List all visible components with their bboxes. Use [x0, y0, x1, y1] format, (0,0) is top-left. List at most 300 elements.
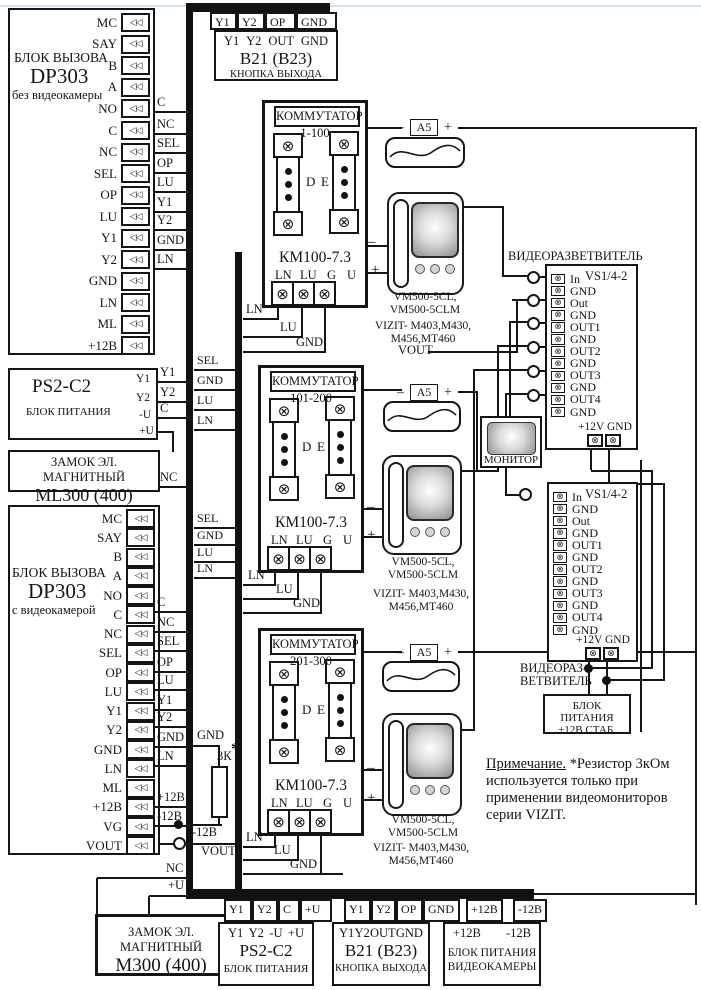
minus-label: –	[367, 499, 375, 515]
speaker-terminals	[397, 384, 452, 401]
terminal-label: GND	[570, 356, 596, 371]
commutator-title: КОММУТАТОР	[274, 106, 360, 127]
terminal-label: GND	[572, 525, 598, 540]
terminal-cells	[267, 546, 330, 571]
connector-icon: ◁◁	[121, 272, 150, 291]
connector-icon: ◁◁	[121, 207, 150, 226]
terminal-label: Y2	[136, 392, 151, 404]
terminal-row	[10, 163, 153, 185]
video-monitor-icon	[382, 713, 462, 816]
monitor-screen	[406, 465, 454, 521]
call-block-dp303-camera	[8, 505, 160, 855]
video-monitor-icon	[387, 192, 464, 295]
terminal-label: OUT3	[570, 368, 601, 383]
lock-model: М300 (400)	[115, 955, 207, 976]
terminal-label: SAY	[97, 529, 122, 545]
screw-terminal-icon: ⊗	[309, 809, 332, 834]
connector-icon: ◁◁	[126, 567, 155, 586]
terminal-header: LU	[300, 268, 317, 282]
riser-label: SEL	[194, 354, 241, 371]
psu-terminals: Y1 Y2 -U +U	[228, 926, 304, 940]
riser-label: SEL	[194, 512, 241, 529]
speaker-model: A5	[410, 384, 438, 401]
plus-label: +	[444, 384, 452, 400]
power-label: +12V GND	[578, 421, 632, 433]
terminal-label: C	[108, 122, 117, 138]
connector-icon: ◁◁	[126, 528, 155, 547]
tab-y1: Y1	[210, 12, 237, 30]
screw-terminal-icon: ⊗	[551, 298, 565, 309]
terminal-label: SEL	[98, 645, 122, 661]
terminal-column	[10, 509, 158, 856]
terminal-label: +12B	[92, 799, 122, 815]
terminal-label: GND	[88, 273, 117, 289]
lock-label: ЗАМОК ЭЛ. МАГНИТНЫЙ	[42, 455, 125, 484]
speaker-model: A5	[410, 644, 438, 661]
terminal-row	[10, 206, 153, 228]
terminal-row	[10, 77, 153, 99]
connector-icon: ◁◁	[121, 35, 150, 54]
minus12v-label: -12В	[192, 825, 217, 839]
terminal-row	[10, 625, 158, 644]
screw-terminal-icon: ⊗	[551, 274, 565, 285]
commutator-2	[258, 365, 364, 573]
speaker-icon	[382, 661, 460, 692]
terminal-label: Out	[572, 513, 590, 528]
wire-label: Y2	[154, 214, 192, 231]
terminal-header: U	[343, 796, 353, 810]
terminal-header: G	[323, 796, 333, 810]
wire-loop-connector	[527, 317, 540, 330]
video-monitor-icon	[382, 455, 462, 555]
pin-strip	[272, 684, 296, 741]
monitor-box-label: МОНИТОР	[483, 454, 539, 466]
tab-gnd: GND	[423, 899, 460, 922]
wire	[590, 448, 592, 470]
terminal-label: OUT3	[572, 586, 603, 601]
screw-terminal-icon: ⊗	[551, 346, 565, 357]
monitor-model: VM500-5CL, VM500-5CLM	[387, 556, 459, 581]
terminal-header: LU	[296, 796, 313, 810]
psu-label: БЛОК ПИТАНИЯ	[223, 963, 309, 975]
connector-icon: ◁◁	[126, 625, 155, 644]
connector-icon: ◁◁	[126, 798, 155, 817]
tab-y2: Y2	[252, 899, 278, 922]
psu-model: PS2-C2	[239, 941, 293, 960]
call-block-model: DP303	[30, 64, 89, 88]
terminal-row	[10, 227, 153, 249]
wire-label: LU	[280, 320, 297, 334]
wire-label: Y2	[157, 386, 192, 403]
wire	[476, 391, 478, 471]
connector-strip-e	[329, 131, 359, 234]
terminal-label: In	[570, 271, 580, 286]
wire	[608, 448, 610, 484]
wire	[277, 306, 279, 320]
terminal-header: G	[323, 533, 333, 547]
terminal-row	[10, 120, 153, 142]
connector-icon: ◁◁	[121, 186, 150, 205]
terminal-label: VG	[103, 818, 122, 834]
monitor-screen	[487, 422, 536, 455]
wire	[243, 612, 322, 614]
commutator-model: КМ100-7.3	[275, 777, 347, 794]
terminal-row	[10, 721, 158, 740]
wire	[243, 873, 343, 875]
terminal-label: C	[113, 606, 122, 622]
call-block-title: БЛОК ВЫЗОВА	[14, 50, 108, 65]
terminal-label: GND	[570, 404, 596, 419]
terminal-label: Y2	[106, 722, 122, 738]
minus-label: –	[367, 760, 375, 776]
video-splitter-1	[545, 264, 638, 450]
wire-loop-connector	[527, 341, 540, 354]
bottom-bus-bar	[186, 889, 534, 899]
terminal-row	[10, 759, 158, 778]
terminal-header: LN	[271, 533, 288, 547]
commutator-1	[262, 100, 368, 308]
pin-strip	[328, 419, 352, 476]
splitter-2-label: ВИДЕОРАЗ- ВЕТВИТЕЛЬ	[520, 661, 592, 689]
terminal-label: GND	[570, 307, 596, 322]
splitter-terminals	[553, 491, 603, 636]
riser-label: LU	[194, 546, 241, 563]
terminal-label: B	[113, 549, 122, 565]
call-block-model: DP303	[28, 579, 87, 603]
connector-strip-e	[325, 659, 355, 762]
screw-terminal-icon: ⊗	[587, 434, 603, 447]
call-block-subtitle: без видеокамеры	[12, 88, 103, 102]
wire	[458, 127, 697, 129]
tab-op: OP	[265, 12, 296, 30]
terminal-label: NO	[103, 587, 122, 603]
wire	[243, 351, 326, 353]
screw-terminal-icon: ⊗	[553, 492, 567, 503]
wire-label: LN	[246, 302, 263, 316]
plus-label: +	[444, 644, 452, 660]
wire	[504, 275, 529, 277]
screw-terminal-icon: ⊗	[329, 131, 359, 156]
monitor-screen	[411, 202, 459, 258]
riser-label: LN	[194, 414, 241, 431]
wire	[243, 846, 276, 848]
wire-label: Y1	[154, 694, 192, 711]
minus-label: –	[397, 644, 404, 660]
tab-c: C	[278, 899, 300, 922]
wire-label: LU	[274, 843, 291, 857]
connector-icon: ◁◁	[126, 817, 155, 836]
terminal-row	[10, 548, 158, 567]
monitor-screen	[406, 723, 454, 779]
tab-op: OP	[396, 899, 423, 922]
screw-terminal-icon: ⊗	[553, 625, 567, 636]
terminal-header: G	[327, 268, 337, 282]
terminal-row	[10, 663, 158, 682]
connector-icon: ◁◁	[126, 836, 155, 855]
wire	[243, 598, 299, 600]
strip-label-e: E	[321, 174, 329, 189]
connector-icon: ◁◁	[126, 586, 155, 605]
screw-terminal-icon: ⊗	[551, 371, 565, 382]
screw-terminal-icon: ⊗	[551, 395, 565, 406]
asterisk: *	[231, 739, 240, 758]
wire	[301, 306, 303, 338]
plus-label: +	[371, 262, 380, 278]
terminal-label: OUT2	[570, 344, 601, 359]
psu-mid-ps2c2	[8, 368, 158, 440]
terminal-row	[10, 34, 153, 56]
riser-label: GND	[194, 374, 241, 391]
pin-strip	[328, 682, 352, 739]
screw-terminal-icon: ⊗	[269, 739, 299, 764]
wire	[663, 483, 665, 680]
speaker-terminals	[397, 119, 452, 136]
connector-icon: ◁◁	[121, 250, 150, 269]
connector-icon: ◁◁	[126, 682, 155, 701]
pin-strip	[276, 156, 300, 213]
tab-y1: Y1	[224, 899, 252, 922]
tab-plus-u: +U	[300, 899, 332, 922]
strip-label-d: D	[302, 702, 312, 717]
screw-terminal-icon: ⊗	[325, 659, 355, 684]
screw-terminal-icon: ⊗	[309, 546, 332, 571]
connector-icon: ◁◁	[121, 143, 150, 162]
connector-icon: ◁◁	[121, 293, 150, 312]
terminal-label: OP	[105, 664, 122, 680]
lock-label: ЗАМОК ЭЛ. МАГНИТНЫЙ	[119, 925, 202, 954]
screw-terminal-icon: ⊗	[553, 540, 567, 551]
call-block-dp303-no-camera	[8, 8, 155, 355]
riser-label: LU	[194, 394, 241, 411]
wire	[243, 336, 303, 338]
connector-icon: ◁◁	[121, 164, 150, 183]
wire-label: SEL	[154, 635, 192, 652]
terminal-row	[10, 740, 158, 759]
strip-label-d: D	[302, 439, 312, 454]
monitor-compat: VIZIT- M403,M430, M456,MT460	[372, 588, 470, 613]
wire	[695, 127, 697, 905]
terminal-label: LU	[104, 683, 122, 699]
terminal-label: Y2	[101, 251, 117, 267]
handset-icon	[388, 720, 404, 809]
terminal-row	[10, 55, 153, 77]
terminal-label: LU	[99, 208, 117, 224]
wire-label: C	[157, 402, 192, 419]
screw-terminal-icon: ⊗	[603, 647, 619, 660]
wire	[324, 306, 326, 353]
strip-label-e: E	[317, 439, 325, 454]
terminal-column	[10, 12, 153, 357]
minus-label: –	[397, 384, 404, 400]
minus-label: –	[397, 119, 404, 135]
terminal-label: OUT4	[572, 610, 603, 625]
lock-mid	[8, 450, 160, 505]
wire-loop-connector	[519, 488, 532, 501]
terminal-row	[10, 798, 158, 817]
terminal-row	[551, 406, 601, 418]
monitor-model: VM500-5CL, VM500-5CLM	[387, 814, 459, 839]
wire-label: GND	[154, 731, 192, 748]
terminal-label: NO	[98, 100, 117, 116]
monitor-box	[480, 416, 542, 468]
terminal-label: OP	[100, 187, 117, 203]
terminal-label: OUT1	[572, 537, 603, 552]
terminal-label: GND	[572, 501, 598, 516]
exit-button-terminals: Y1 Y2 OUT GND	[224, 34, 328, 48]
exit-button-label: КНОПКА ВЫХОДА	[335, 963, 427, 974]
minus-label: –	[368, 234, 376, 250]
terminal-header: U	[343, 533, 353, 547]
wire	[458, 391, 478, 393]
wire-label: LU	[154, 176, 192, 193]
plus-label: +	[444, 119, 452, 135]
wire-label: LU	[276, 582, 293, 596]
plus-label: +	[367, 527, 376, 543]
riser-label: LN	[194, 562, 241, 579]
screw-terminal-icon: ⊗	[313, 281, 336, 306]
terminal-row	[10, 779, 158, 798]
screw-terminal-icon: ⊗	[553, 589, 567, 600]
terminal-label: GND	[572, 622, 598, 637]
monitor-model: VM500-5CL, VM500-5CLM	[389, 291, 461, 316]
handset-icon	[388, 462, 404, 548]
call-block-title: БЛОК ВЫЗОВА	[12, 565, 106, 580]
terminal-row	[10, 271, 153, 293]
monitor-buttons	[410, 527, 450, 537]
terminal-header: LU	[296, 533, 313, 547]
wire-label: Y2	[154, 711, 192, 728]
psu-label-2: ВИДЕОКАМЕРЫ	[447, 961, 537, 973]
connector-icon: ◁◁	[126, 702, 155, 721]
terminal-row	[10, 702, 158, 721]
terminal-row	[10, 586, 158, 605]
psu-label-1: БЛОК ПИТАНИЯ	[447, 947, 537, 959]
handset-icon	[393, 199, 409, 288]
terminal-label: LN	[99, 294, 117, 310]
connector-strip-d	[273, 133, 303, 236]
connector-icon: ◁◁	[126, 779, 155, 798]
connector-icon: ◁◁	[121, 336, 150, 355]
screw-terminal-icon: ⊗	[325, 396, 355, 421]
connector-icon: ◁◁	[126, 759, 155, 778]
terminal-label: In	[572, 489, 582, 504]
terminal-label: SAY	[92, 36, 117, 52]
connector-icon: ◁◁	[121, 99, 150, 118]
screw-terminal-icon: ⊗	[553, 613, 567, 624]
terminal-row	[10, 314, 153, 336]
monitor-compat: VIZIT- M403,M430, M456,MT460	[374, 320, 472, 345]
wire	[96, 878, 98, 915]
tab-gnd: GND	[296, 12, 337, 30]
wire-label: LN	[246, 830, 263, 844]
terminal-label: OUT1	[570, 319, 601, 334]
connector-icon: ◁◁	[126, 721, 155, 740]
terminal-label: NC	[98, 144, 117, 160]
wire-label: +12B	[154, 791, 192, 808]
terminal-row	[10, 644, 158, 663]
call-block-subtitle: с видеокамерой	[12, 603, 96, 617]
terminal-cells	[271, 281, 334, 306]
terminal-label: Y1	[101, 230, 117, 246]
monitor-compat: VIZIT- M403,M430, M456,MT460	[372, 842, 470, 867]
scan-artifact-line	[0, 5, 701, 7]
speaker-terminals	[397, 644, 452, 661]
wire-label: Y1	[154, 196, 192, 213]
tab-y2: Y2	[237, 12, 265, 30]
screw-terminal-icon: ⊗	[551, 310, 565, 321]
psu-stab-line1: БЛОК ПИТАНИЯ	[560, 700, 614, 724]
terminal-row	[10, 509, 158, 528]
screw-terminal-icon: ⊗	[273, 211, 303, 236]
screw-terminal-icon: ⊗	[553, 552, 567, 563]
terminal-label: A	[112, 568, 122, 584]
terminal-label: Y1	[106, 703, 122, 719]
screw-terminal-icon: ⊗	[551, 286, 565, 297]
screw-terminal-icon: ⊗	[288, 546, 311, 571]
wire	[534, 893, 697, 895]
terminal-row	[10, 682, 158, 701]
wire	[651, 470, 653, 668]
wire-label: LN	[154, 750, 192, 767]
terminal-row	[10, 567, 158, 586]
terminal-row	[10, 528, 158, 547]
terminal-label: LN	[104, 760, 122, 776]
terminal-row	[10, 184, 153, 206]
lock-model: ML300 (400)	[35, 485, 133, 505]
tab-y1: Y1	[344, 899, 371, 922]
commutator-range: 1-100	[300, 126, 330, 140]
vout-label: VOUT	[201, 844, 236, 858]
connector-icon: ◁◁	[126, 509, 155, 528]
exit-button-label: КНОПКА ВЫХОДА	[230, 69, 322, 80]
wire-label: LN	[248, 568, 265, 582]
commutator-model: КМ100-7.3	[275, 514, 347, 531]
connector-icon: ◁◁	[126, 605, 155, 624]
connector-icon: ◁◁	[121, 121, 150, 140]
wire-label: GND	[293, 596, 321, 610]
terminal-label: NC	[103, 626, 122, 642]
wire-label: -12B	[154, 810, 192, 827]
terminal-label: GND	[572, 550, 598, 565]
screw-terminal-icon: ⊗	[325, 474, 355, 499]
wire-label: +U	[168, 878, 185, 892]
exit-button-model: B21 (B23)	[344, 941, 418, 960]
terminal-row	[10, 292, 153, 314]
psu-label: БЛОК ПИТАНИЯ	[26, 406, 111, 418]
screw-terminal-icon: ⊗	[267, 546, 290, 571]
riser-label: GND	[194, 529, 241, 546]
screw-terminal-icon: ⊗	[553, 516, 567, 527]
wire-label: NC	[154, 616, 192, 633]
terminal-label: OUT4	[570, 392, 601, 407]
connector-icon: ◁◁	[121, 229, 150, 248]
wire	[218, 818, 220, 826]
screw-terminal-icon: ⊗	[605, 434, 621, 447]
terminal-label: +U	[139, 425, 154, 437]
wire	[474, 369, 529, 371]
wire	[243, 318, 279, 320]
terminal-label: VOUT	[85, 837, 122, 853]
wire	[498, 345, 529, 347]
wire-loop-connector	[527, 389, 540, 402]
terminal-label: GND	[570, 283, 596, 298]
screw-terminal-icon: ⊗	[551, 322, 565, 333]
psu-terminals: +12В -12В	[453, 926, 531, 940]
terminal-label: -U	[139, 409, 152, 421]
power-label: +12V GND	[576, 634, 630, 646]
wire	[320, 573, 322, 614]
connector-strip-e	[325, 396, 355, 499]
